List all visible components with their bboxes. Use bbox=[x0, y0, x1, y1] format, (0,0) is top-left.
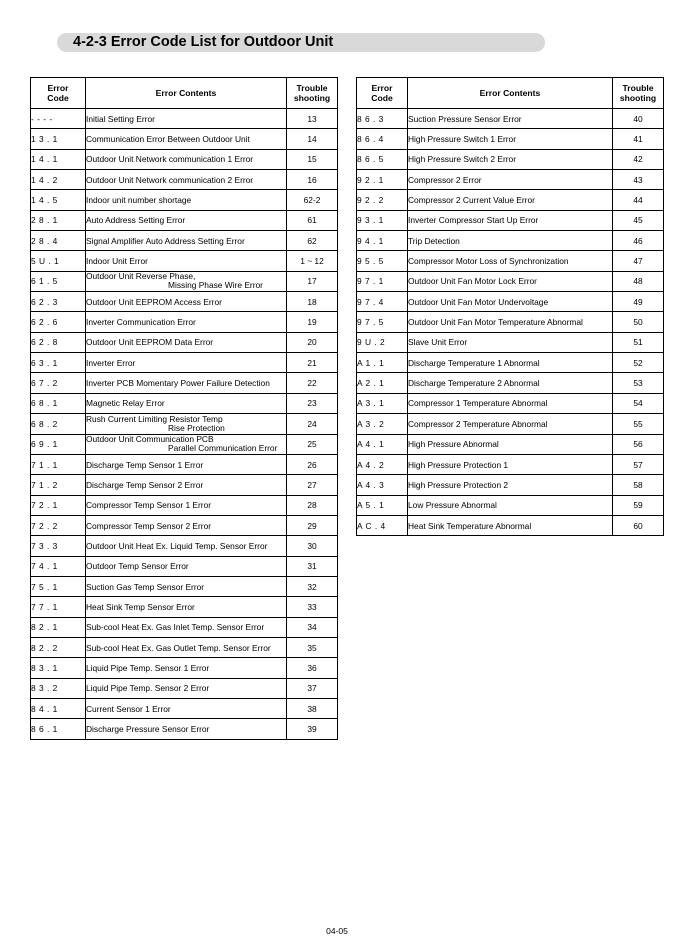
error-code-cell: A 3 . 2 bbox=[357, 414, 408, 434]
trouble-shooting-cell: 50 bbox=[613, 312, 664, 332]
trouble-shooting-cell: 21 bbox=[287, 353, 338, 373]
table-row bbox=[31, 637, 338, 657]
trouble-shooting-cell: 29 bbox=[287, 515, 338, 535]
table-row bbox=[31, 170, 338, 190]
table-row bbox=[31, 312, 338, 332]
table-row bbox=[31, 556, 338, 576]
error-contents-line1: Outdoor Unit Reverse Phase, bbox=[86, 271, 196, 282]
table-row bbox=[31, 149, 338, 169]
section-title: 4-2-3 Error Code List for Outdoor Unit bbox=[73, 34, 334, 50]
table-header-row bbox=[31, 78, 338, 109]
trouble-shooting-cell: 36 bbox=[287, 658, 338, 678]
error-code-cell: 7 4 . 1 bbox=[31, 556, 86, 576]
table-row bbox=[357, 332, 664, 352]
trouble-shooting-cell: 16 bbox=[287, 170, 338, 190]
trouble-shooting-cell: 60 bbox=[613, 515, 664, 535]
trouble-shooting-cell: 57 bbox=[613, 454, 664, 474]
error-code-cell: 9 2 . 2 bbox=[357, 190, 408, 210]
table-row bbox=[31, 678, 338, 698]
table-row bbox=[31, 190, 338, 210]
error-contents-cell: Inverter Compressor Start Up Error bbox=[408, 210, 613, 230]
error-contents-cell: Outdoor Unit Network communication 2 Error bbox=[86, 170, 287, 190]
table-row bbox=[31, 129, 338, 149]
table-row bbox=[357, 292, 664, 312]
table-row bbox=[31, 353, 338, 373]
table-row bbox=[357, 210, 664, 230]
error-contents-cell: Auto Address Setting Error bbox=[86, 210, 287, 230]
error-contents-cell: High Pressure Protection 1 bbox=[408, 454, 613, 474]
table-row bbox=[357, 271, 664, 291]
trouble-shooting-cell: 44 bbox=[613, 190, 664, 210]
error-code-cell: 7 7 . 1 bbox=[31, 597, 86, 617]
trouble-shooting-cell: 31 bbox=[287, 556, 338, 576]
header-error-code: Error Code bbox=[357, 78, 408, 109]
error-contents-cell bbox=[86, 434, 287, 454]
error-contents-line1: Outdoor Unit Communication PCB bbox=[86, 434, 214, 445]
error-code-cell: 9 7 . 5 bbox=[357, 312, 408, 332]
error-code-cell: 8 6 . 4 bbox=[357, 129, 408, 149]
trouble-shooting-cell: 32 bbox=[287, 576, 338, 596]
table-row bbox=[31, 414, 338, 434]
error-contents-cell: Initial Setting Error bbox=[86, 109, 287, 129]
trouble-shooting-cell: 19 bbox=[287, 312, 338, 332]
error-contents-cell: Suction Pressure Sensor Error bbox=[408, 109, 613, 129]
error-code-cell: 6 2 . 6 bbox=[31, 312, 86, 332]
trouble-shooting-cell: 20 bbox=[287, 332, 338, 352]
trouble-shooting-cell: 30 bbox=[287, 536, 338, 556]
table-row bbox=[357, 373, 664, 393]
trouble-shooting-cell: 33 bbox=[287, 597, 338, 617]
trouble-shooting-cell: 28 bbox=[287, 495, 338, 515]
trouble-shooting-cell: 48 bbox=[613, 271, 664, 291]
table-row bbox=[31, 495, 338, 515]
error-code-cell: A 1 . 1 bbox=[357, 353, 408, 373]
table-row bbox=[357, 170, 664, 190]
table-row bbox=[357, 312, 664, 332]
trouble-shooting-cell: 54 bbox=[613, 393, 664, 413]
error-contents-cell: Outdoor Unit Heat Ex. Liquid Temp. Sensor Error bbox=[86, 536, 287, 556]
error-contents-cell: Communication Error Between Outdoor Unit bbox=[86, 129, 287, 149]
error-contents-cell: Compressor 1 Temperature Abnormal bbox=[408, 393, 613, 413]
error-contents-cell: Compressor 2 Error bbox=[408, 170, 613, 190]
table-row bbox=[357, 231, 664, 251]
table-row bbox=[357, 109, 664, 129]
error-code-cell: 7 2 . 1 bbox=[31, 495, 86, 515]
error-code-cell: 8 6 . 5 bbox=[357, 149, 408, 169]
error-contents-cell: Outdoor Unit Network communication 1 Error bbox=[86, 149, 287, 169]
error-code-table-left bbox=[30, 77, 338, 740]
trouble-shooting-cell: 53 bbox=[613, 373, 664, 393]
error-contents-cell: Discharge Temperature 1 Abnormal bbox=[408, 353, 613, 373]
trouble-shooting-cell: 27 bbox=[287, 475, 338, 495]
table-row bbox=[357, 414, 664, 434]
error-contents-cell: Liquid Pipe Temp. Sensor 1 Error bbox=[86, 658, 287, 678]
error-code-cell: 8 6 . 1 bbox=[31, 719, 86, 739]
trouble-shooting-cell: 43 bbox=[613, 170, 664, 190]
table-row bbox=[357, 129, 664, 149]
error-code-cell: 9 5 . 5 bbox=[357, 251, 408, 271]
error-contents-cell: High Pressure Switch 1 Error bbox=[408, 129, 613, 149]
error-contents-cell: High Pressure Abnormal bbox=[408, 434, 613, 454]
error-contents-line2: Missing Phase Wire Error bbox=[168, 280, 263, 291]
error-contents-cell: Discharge Pressure Sensor Error bbox=[86, 719, 287, 739]
error-contents-cell: Discharge Temp Sensor 1 Error bbox=[86, 454, 287, 474]
error-contents-cell: Compressor 2 Current Value Error bbox=[408, 190, 613, 210]
trouble-shooting-cell: 40 bbox=[613, 109, 664, 129]
trouble-shooting-cell: 13 bbox=[287, 109, 338, 129]
error-code-cell: 8 3 . 1 bbox=[31, 658, 86, 678]
trouble-shooting-cell: 1 ~ 12 bbox=[287, 251, 338, 271]
table-row bbox=[31, 515, 338, 535]
trouble-shooting-cell: 17 bbox=[287, 271, 338, 291]
trouble-shooting-cell: 61 bbox=[287, 210, 338, 230]
trouble-shooting-cell: 15 bbox=[287, 149, 338, 169]
error-code-cell: 8 6 . 3 bbox=[357, 109, 408, 129]
trouble-shooting-cell: 34 bbox=[287, 617, 338, 637]
table-row bbox=[357, 190, 664, 210]
error-contents-cell: Low Pressure Abnormal bbox=[408, 495, 613, 515]
table-row bbox=[31, 617, 338, 637]
header-error-contents: Error Contents bbox=[408, 78, 613, 109]
table-row bbox=[31, 373, 338, 393]
error-code-cell: 6 8 . 2 bbox=[31, 414, 86, 434]
table-row bbox=[31, 475, 338, 495]
table-row bbox=[31, 210, 338, 230]
error-code-cell: 6 3 . 1 bbox=[31, 353, 86, 373]
table-row bbox=[357, 515, 664, 535]
error-code-cell: 6 9 . 1 bbox=[31, 434, 86, 454]
error-contents-cell: Heat Sink Temperature Abnormal bbox=[408, 515, 613, 535]
error-contents-cell: Slave Unit Error bbox=[408, 332, 613, 352]
error-code-cell: 7 3 . 3 bbox=[31, 536, 86, 556]
error-code-cell: 7 1 . 1 bbox=[31, 454, 86, 474]
table-row bbox=[357, 353, 664, 373]
error-contents-cell: Outdoor Unit Fan Motor Undervoltage bbox=[408, 292, 613, 312]
table-row bbox=[31, 658, 338, 678]
trouble-shooting-cell: 25 bbox=[287, 434, 338, 454]
trouble-shooting-cell: 55 bbox=[613, 414, 664, 434]
trouble-shooting-cell: 58 bbox=[613, 475, 664, 495]
table-row bbox=[357, 495, 664, 515]
error-code-cell: 1 4 . 1 bbox=[31, 149, 86, 169]
error-code-cell: A 2 . 1 bbox=[357, 373, 408, 393]
table-row bbox=[357, 475, 664, 495]
error-contents-cell: High Pressure Protection 2 bbox=[408, 475, 613, 495]
error-contents-cell bbox=[86, 271, 287, 291]
error-contents-cell: Inverter Communication Error bbox=[86, 312, 287, 332]
table-row bbox=[357, 434, 664, 454]
trouble-shooting-cell: 24 bbox=[287, 414, 338, 434]
table-row bbox=[357, 251, 664, 271]
error-code-cell: 7 2 . 2 bbox=[31, 515, 86, 535]
trouble-shooting-cell: 47 bbox=[613, 251, 664, 271]
error-code-cell: A 5 . 1 bbox=[357, 495, 408, 515]
table-row bbox=[31, 576, 338, 596]
error-contents-cell: Sub-cool Heat Ex. Gas Outlet Temp. Sensor Error bbox=[86, 637, 287, 657]
error-contents-cell: Suction Gas Temp Sensor Error bbox=[86, 576, 287, 596]
error-contents-cell bbox=[86, 414, 287, 434]
header-trouble-shooting: Trouble shooting bbox=[613, 78, 664, 109]
error-contents-cell: Compressor Temp Sensor 2 Error bbox=[86, 515, 287, 535]
trouble-shooting-cell: 56 bbox=[613, 434, 664, 454]
trouble-shooting-cell: 62-2 bbox=[287, 190, 338, 210]
trouble-shooting-cell: 52 bbox=[613, 353, 664, 373]
table-row bbox=[357, 393, 664, 413]
error-code-cell: 6 2 . 8 bbox=[31, 332, 86, 352]
header-trouble-shooting: Trouble shooting bbox=[287, 78, 338, 109]
trouble-shooting-cell: 39 bbox=[287, 719, 338, 739]
error-code-cell: 1 4 . 5 bbox=[31, 190, 86, 210]
table-row bbox=[357, 454, 664, 474]
table-row bbox=[31, 536, 338, 556]
error-contents-cell: Discharge Temperature 2 Abnormal bbox=[408, 373, 613, 393]
table-row bbox=[31, 231, 338, 251]
error-contents-cell: Outdoor Unit Fan Motor Lock Error bbox=[408, 271, 613, 291]
error-contents-cell: High Pressure Switch 2 Error bbox=[408, 149, 613, 169]
table-row bbox=[31, 719, 338, 739]
error-code-cell: A 4 . 3 bbox=[357, 475, 408, 495]
trouble-shooting-cell: 46 bbox=[613, 231, 664, 251]
error-code-cell: 1 4 . 2 bbox=[31, 170, 86, 190]
error-contents-cell: Discharge Temp Sensor 2 Error bbox=[86, 475, 287, 495]
error-contents-cell: Inverter PCB Momentary Power Failure Detection bbox=[86, 373, 287, 393]
error-contents-cell: Indoor Unit Error bbox=[86, 251, 287, 271]
error-contents-line2: Rise Protection bbox=[168, 422, 225, 433]
table-row bbox=[31, 597, 338, 617]
table-row bbox=[31, 698, 338, 718]
table-row bbox=[31, 393, 338, 413]
trouble-shooting-cell: 23 bbox=[287, 393, 338, 413]
error-contents-cell: Indoor unit number shortage bbox=[86, 190, 287, 210]
error-contents-cell: Heat Sink Temp Sensor Error bbox=[86, 597, 287, 617]
error-contents-cell: Trip Detection bbox=[408, 231, 613, 251]
error-contents-cell: Outdoor Temp Sensor Error bbox=[86, 556, 287, 576]
error-contents-cell: Compressor 2 Temperature Abnormal bbox=[408, 414, 613, 434]
error-code-cell: 8 2 . 2 bbox=[31, 637, 86, 657]
trouble-shooting-cell: 49 bbox=[613, 292, 664, 312]
trouble-shooting-cell: 37 bbox=[287, 678, 338, 698]
table-row bbox=[31, 251, 338, 271]
error-code-cell: 9 2 . 1 bbox=[357, 170, 408, 190]
trouble-shooting-cell: 18 bbox=[287, 292, 338, 312]
table-row bbox=[31, 454, 338, 474]
error-contents-cell: Liquid Pipe Temp. Sensor 2 Error bbox=[86, 678, 287, 698]
error-contents-cell: Outdoor Unit EEPROM Access Error bbox=[86, 292, 287, 312]
trouble-shooting-cell: 26 bbox=[287, 454, 338, 474]
error-contents-line1: Rush Current Limiting Resistor Temp bbox=[86, 413, 223, 424]
trouble-shooting-cell: 35 bbox=[287, 637, 338, 657]
error-code-cell: 9 3 . 1 bbox=[357, 210, 408, 230]
trouble-shooting-cell: 38 bbox=[287, 698, 338, 718]
trouble-shooting-cell: 51 bbox=[613, 332, 664, 352]
error-code-cell: 9 U . 2 bbox=[357, 332, 408, 352]
error-code-cell: 9 7 . 4 bbox=[357, 292, 408, 312]
error-contents-cell: Outdoor Unit Fan Motor Temperature Abnormal bbox=[408, 312, 613, 332]
error-contents-cell: Current Sensor 1 Error bbox=[86, 698, 287, 718]
error-code-cell: 7 5 . 1 bbox=[31, 576, 86, 596]
error-code-cell: 9 4 . 1 bbox=[357, 231, 408, 251]
error-code-cell: 5 U . 1 bbox=[31, 251, 86, 271]
error-code-cell: 1 3 . 1 bbox=[31, 129, 86, 149]
table-row bbox=[31, 271, 338, 291]
page-number: 04-05 bbox=[326, 926, 348, 936]
error-contents-cell: Sub-cool Heat Ex. Gas Inlet Temp. Sensor Error bbox=[86, 617, 287, 637]
error-code-cell: A 4 . 2 bbox=[357, 454, 408, 474]
trouble-shooting-cell: 22 bbox=[287, 373, 338, 393]
error-contents-cell: Compressor Motor Loss of Synchronization bbox=[408, 251, 613, 271]
trouble-shooting-cell: 41 bbox=[613, 129, 664, 149]
error-code-cell: 2 8 . 1 bbox=[31, 210, 86, 230]
table-row bbox=[31, 434, 338, 454]
table-row bbox=[31, 332, 338, 352]
error-contents-cell: Signal Amplifier Auto Address Setting Error bbox=[86, 231, 287, 251]
error-code-cell: 8 4 . 1 bbox=[31, 698, 86, 718]
error-code-cell: 8 2 . 1 bbox=[31, 617, 86, 637]
table-header-row bbox=[357, 78, 664, 109]
table-row bbox=[31, 292, 338, 312]
error-contents-cell: Compressor Temp Sensor 1 Error bbox=[86, 495, 287, 515]
error-code-cell: 7 1 . 2 bbox=[31, 475, 86, 495]
error-code-cell: 6 8 . 1 bbox=[31, 393, 86, 413]
error-contents-cell: Magnetic Relay Error bbox=[86, 393, 287, 413]
error-code-cell: A 4 . 1 bbox=[357, 434, 408, 454]
table-row bbox=[31, 109, 338, 129]
header-error-contents: Error Contents bbox=[86, 78, 287, 109]
error-contents-cell: Inverter Error bbox=[86, 353, 287, 373]
trouble-shooting-cell: 59 bbox=[613, 495, 664, 515]
error-code-cell: 8 3 . 2 bbox=[31, 678, 86, 698]
error-code-cell: 6 1 . 5 bbox=[31, 271, 86, 291]
trouble-shooting-cell: 62 bbox=[287, 231, 338, 251]
error-contents-line2: Parallel Communication Error bbox=[168, 443, 278, 454]
error-code-cell: A 3 . 1 bbox=[357, 393, 408, 413]
error-code-cell: 2 8 . 4 bbox=[31, 231, 86, 251]
trouble-shooting-cell: 14 bbox=[287, 129, 338, 149]
header-error-code: Error Code bbox=[31, 78, 86, 109]
error-code-cell: A C . 4 bbox=[357, 515, 408, 535]
trouble-shooting-cell: 45 bbox=[613, 210, 664, 230]
error-contents-cell: Outdoor Unit EEPROM Data Error bbox=[86, 332, 287, 352]
error-code-table-right bbox=[356, 77, 664, 536]
section-title-bar bbox=[57, 33, 545, 52]
error-code-cell: - - - - bbox=[31, 109, 86, 129]
trouble-shooting-cell: 42 bbox=[613, 149, 664, 169]
error-code-cell: 6 2 . 3 bbox=[31, 292, 86, 312]
table-row bbox=[357, 149, 664, 169]
error-code-cell: 6 7 . 2 bbox=[31, 373, 86, 393]
error-code-cell: 9 7 . 1 bbox=[357, 271, 408, 291]
